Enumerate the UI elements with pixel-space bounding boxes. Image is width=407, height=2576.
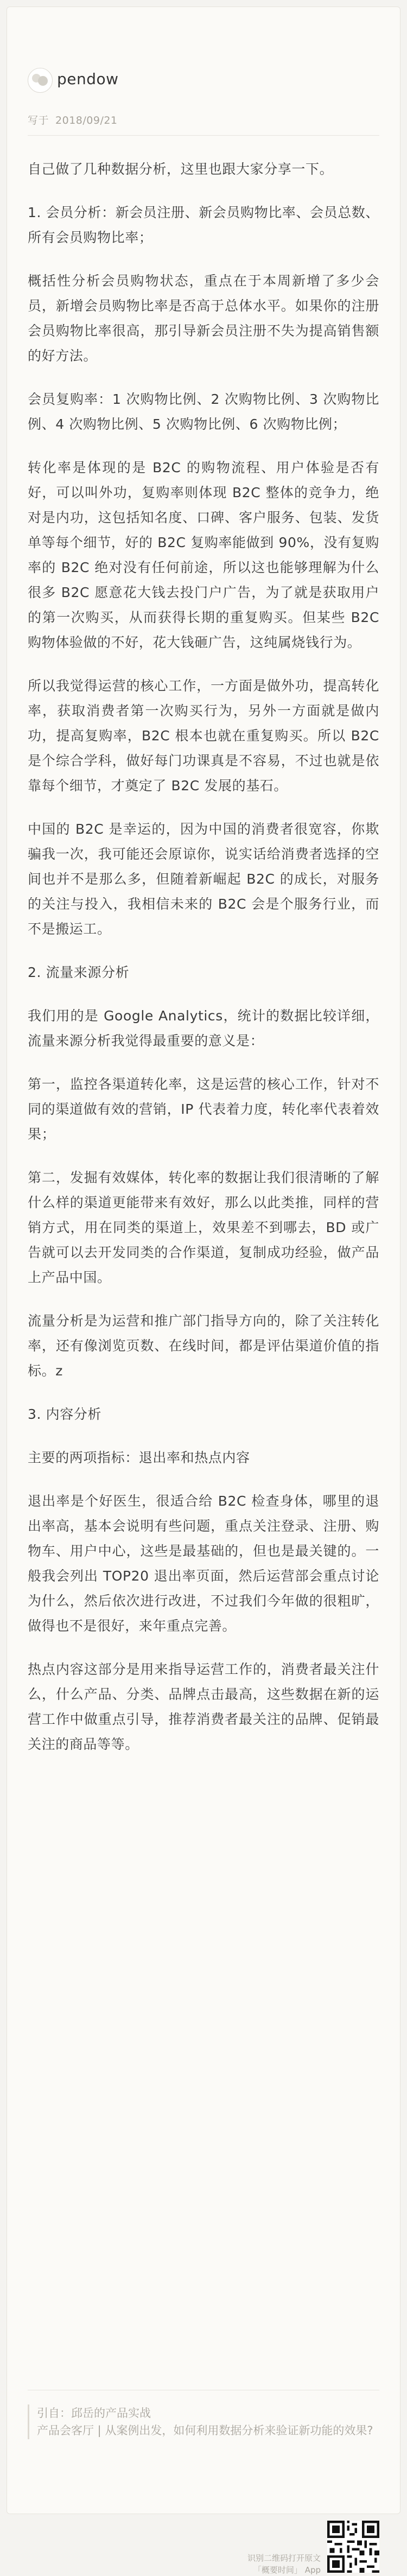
paragraph: 自己做了几种数据分析，这里也跟大家分享一下。: [28, 161, 334, 177]
paragraph: 流量分析是为运营和推广部门指导方向的，除了关注转化率，还有像浏览页数、在线时间，都是评估渠道价值的指标。z: [28, 1313, 379, 1379]
paragraph: 第一，监控各渠道转化率，这是运营的核心工作，针对不同的渠道做有效的营销，IP 代表着力度，转化率代表着效果；: [28, 1076, 379, 1142]
source-quote[interactable]: [28, 2404, 379, 2439]
paragraph: 概括性分析会员购物状态，重点在于本周新增了多少会员，新增会员购物比率是否高于总体水平。如果你的注册会员购物比率很高，那引导新会员注册不失为提高销售额的好方法。: [28, 273, 379, 364]
username[interactable]: pendow: [57, 70, 119, 88]
paragraph: 中国的 B2C 是幸运的，因为中国的消费者很宽容，你欺骗我一次，我可能还会原谅你，说实话给消费者选择的空间也并不是那么多，但随着新崛起 B2C 的成长，对服务的关注与投入，我相信未来的 B2C 会是个服务行业，而不是搬运工。: [28, 821, 379, 937]
qr-caption-line: 「概要时间」 App: [253, 2565, 321, 2575]
paragraph: 主要的两项指标：退出率和热点内容: [28, 1450, 250, 1465]
date-value: 2018/09/21: [55, 115, 118, 126]
qr-caption-line: 识别二维码打开原文: [247, 2553, 321, 2563]
header-divider: [28, 135, 379, 136]
paragraph: 转化率是体现的是 B2C 的购物流程、用户体验是否有好，可以叫外功，复购率则体现 B2C 整体的竞争力，绝对是内功，这包括知名度、口碑、客户服务、包装、发货单等每个细节，好的 B2C 复购率能做到 90%，没有复购率的 B2C 绝对没有任何前途，所以这也能够理解为什么很多 B2C 愿意花大钱去投门户广告，为了就是获取用户的第一次购买，从而获得长期的重复购买。但某些 B2C 购物体验做的不好，花大钱砸广告，这纯属烧钱行为。: [28, 460, 379, 650]
article-body: [28, 157, 379, 1775]
section-heading: 2. 流量来源分析: [28, 965, 130, 980]
paragraph: 会员复购率：1 次购物比例、2 次购物比例、3 次购物比例、4 次购物比例、5 次购物比例、6 次购物比例；: [28, 391, 380, 432]
section-heading: 3. 内容分析: [28, 1406, 101, 1422]
qr-code-icon[interactable]: [327, 2521, 379, 2573]
post-date: [28, 112, 118, 127]
paragraph: 1. 会员分析：新会员注册、新会员购物比率、会员总数、所有会员购物比率；: [28, 205, 380, 245]
quote-line: 引自：邱岳的产品实战: [37, 2407, 151, 2420]
paragraph: 热点内容这部分是用来指导运营工作的，消费者最关注什么，什么产品、分类、品牌点击最高，这些数据在新的运营工作中做重点引导，推荐消费者最关注的品牌、促销最关注的商品等等。: [28, 1661, 379, 1752]
qr-caption: [247, 2552, 321, 2576]
paragraph: 退出率是个好医生，很适合给 B2C 检查身体，哪里的退出率高，基本会说明有些问题，重点关注登录、注册、购物车、用户中心，这些是最基础的，但也是最关键的。一般我会列出 TOP20 退出率页面，然后运营部会重点讨论为什么，然后依次进行改进，不过我们今年做的很粗旷，做得也不是很好，来年重点完善。: [28, 1493, 379, 1634]
paragraph: 我们用的是 Google Analytics，统计的数据比较详细，流量来源分析我觉得最重要的意义是：: [28, 1008, 379, 1049]
footer: [28, 2390, 379, 2575]
paragraph: 所以我觉得运营的核心工作，一方面是做外功，提高转化率，获取消费者第一次购买行为，另外一方面就是做内功，提高复购率，B2C 根本也就在重复购买。所以 B2C 是个综合学科，做好每门功课真是不容易，不过也就是依靠每个细节，才奠定了 B2C 发展的基石。: [28, 678, 379, 794]
note-card: [7, 7, 400, 2575]
avatar[interactable]: [28, 68, 53, 93]
quote-line: 产品会客厅 | 从案例出发，如何利用数据分析来验证新功能的效果?: [37, 2424, 373, 2437]
date-prefix: 写于: [28, 115, 49, 126]
paragraph: 第二，发掘有效媒体，转化率的数据让我们很清晰的了解什么样的渠道更能带来有效好，那么以此类推，同样的营销方式，用在同类的渠道上，效果差不到哪去，BD 或广告就可以去开发同类的合作渠道，复制成功经验，做产品上产品中国。: [28, 1170, 379, 1285]
